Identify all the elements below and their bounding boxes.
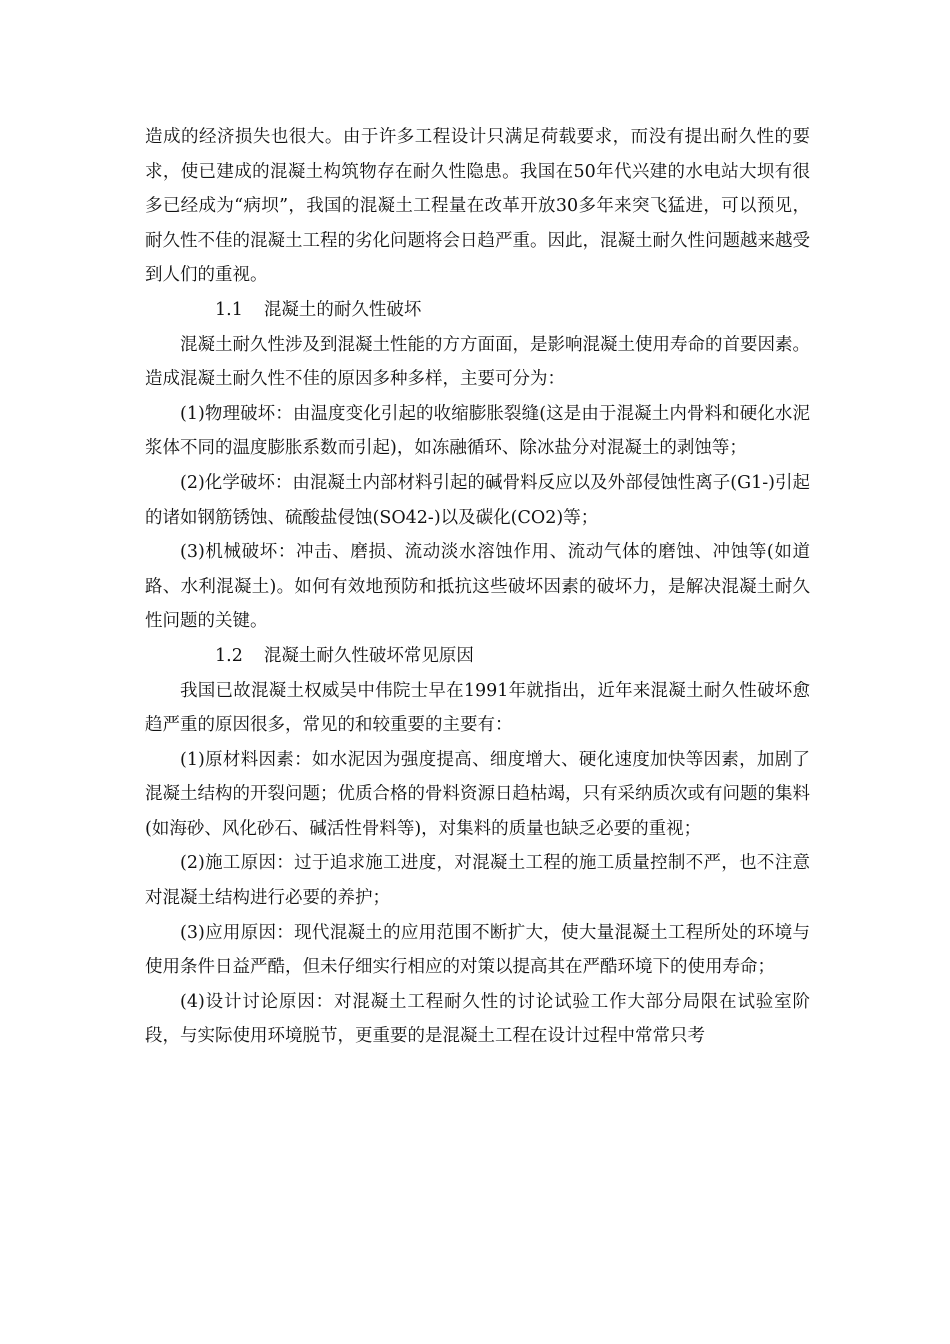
section-title: 混凝土的耐久性破坏: [263, 299, 422, 320]
paragraph-chemical-damage: (2)化学破坏：由混凝土内部材料引起的碱骨料反应以及外部侵蚀性离子(G1-)引起的诸如钢筋锈蚀、硫酸盐侵蚀(SO42-)以及碳化(CO2)等；: [145, 472, 810, 528]
paragraph-durability-overview: 混凝土耐久性涉及到混凝土性能的方方面面，是影响混凝土使用寿命的首要因素。造成混凝土耐久性不佳的原因多种多样，主要可分为：: [145, 334, 810, 390]
paragraph-causes-intro: 我国已故混凝土权威吴中伟院士早在1991年就指出，近年来混凝土耐久性破坏愈趋严重的原因很多，常见的和较重要的主要有：: [145, 680, 810, 736]
section-number: 1.1: [215, 299, 243, 320]
paragraph-intro-continuation: 造成的经济损失也很大。由于许多工程设计只满足荷载要求，而没有提出耐久性的要求，使已建成的混凝土构筑物存在耐久性隐患。我国在50年代兴建的水电站大坝有很多已经成为“病坝”，我国的混凝土工程量在改革开放30多年来突飞猛进，可以预见，耐久性不佳的混凝土工程的劣化问题将会日趋严重。因此，混凝土耐久性问题越来越受到人们的重视。: [145, 127, 810, 286]
paragraph-mechanical-damage: (3)机械破坏：冲击、磨损、流动淡水溶蚀作用、流动气体的磨蚀、冲蚀等(如道路、水利混凝土)。如何有效地预防和抵抗这些破坏因素的破坏力，是解决混凝土耐久性问题的关键。: [145, 542, 810, 632]
paragraph-construction-cause: (2)施工原因：过于追求施工进度，对混凝土工程的施工质量控制不严，也不注意对混凝土结构进行必要的养护；: [145, 853, 810, 909]
section-number: 1.2: [215, 645, 243, 666]
paragraph-raw-material-cause: (1)原材料因素：如水泥因为强度提高、细度增大、硬化速度加快等因素，加剧了混凝土结构的开裂问题；优质合格的骨料资源日趋枯竭，只有采纳质次或有问题的集料(如海砂、风化砂石、碱活性骨料等)，对集料的质量也缺乏必要的重视；: [145, 749, 810, 839]
section-heading-1-1: [145, 293, 810, 328]
section-heading-1-2: [145, 639, 810, 674]
document-body: [145, 120, 810, 1054]
paragraph-design-research-cause: (4)设计讨论原因：对混凝土工程耐久性的讨论试验工作大部分局限在试验室阶段，与实际使用环境脱节，更重要的是混凝土工程在设计过程中常常只考: [145, 991, 810, 1047]
paragraph-application-cause: (3)应用原因：现代混凝土的应用范围不断扩大，使大量混凝土工程所处的环境与使用条件日益严酷，但未仔细实行相应的对策以提高其在严酷环境下的使用寿命；: [145, 922, 810, 978]
section-title: 混凝土耐久性破坏常见原因: [263, 645, 474, 666]
paragraph-physical-damage: (1)物理破坏：由温度变化引起的收缩膨胀裂缝(这是由于混凝土内骨料和硬化水泥浆体不同的温度膨胀系数而引起)，如冻融循环、除冰盐分对混凝土的剥蚀等；: [145, 403, 810, 459]
